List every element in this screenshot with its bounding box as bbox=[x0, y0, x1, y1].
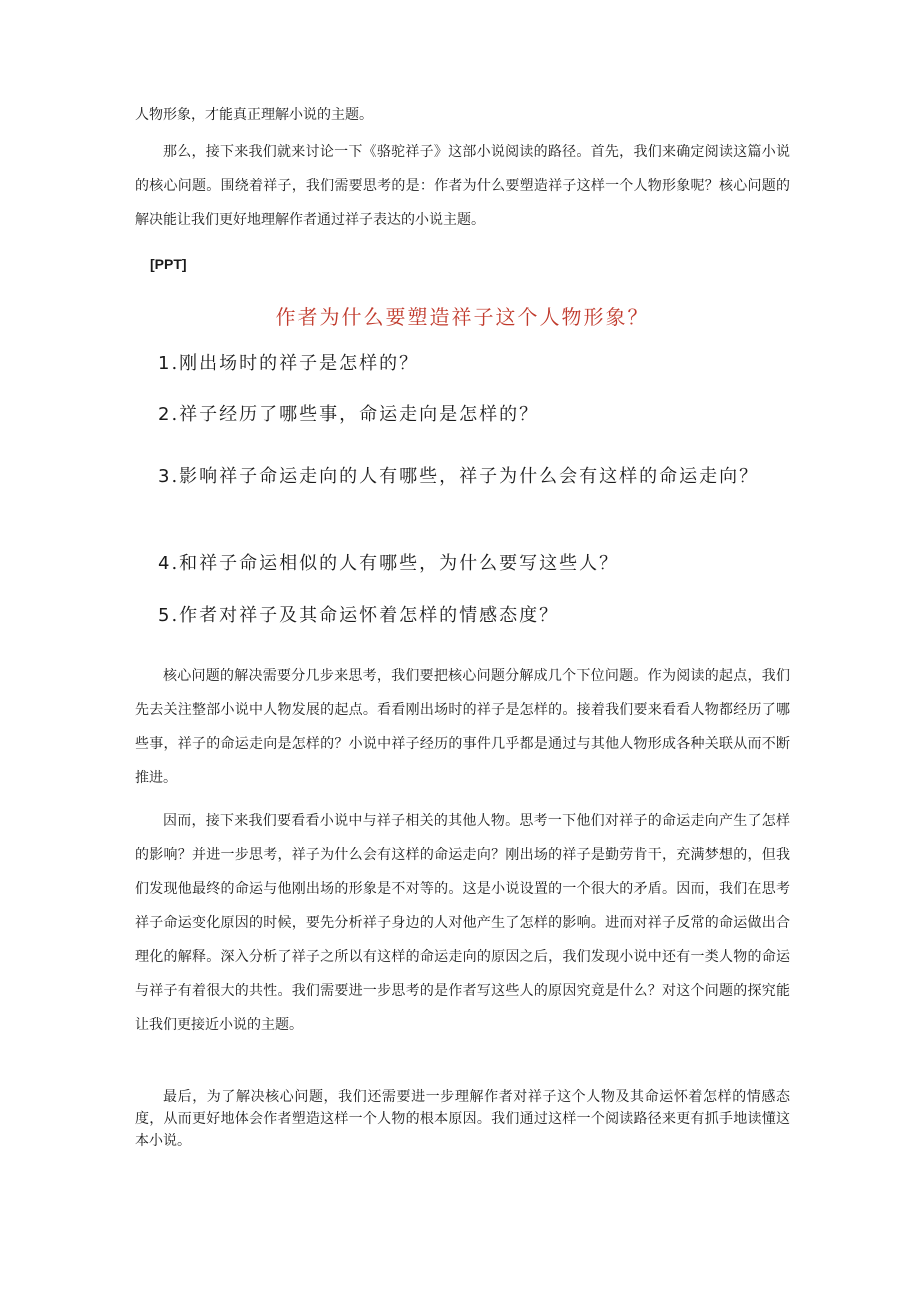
question-text: .和祥子命运相似的人有哪些，为什么要写这些人？ bbox=[171, 553, 620, 574]
question-number: 3 bbox=[158, 466, 172, 487]
question-item bbox=[158, 456, 798, 498]
question-item bbox=[158, 543, 798, 585]
question-item bbox=[158, 394, 798, 436]
paragraph-reading-route: 那么，接下来我们就来讨论一下《骆驼祥子》这部小说阅读的路径。首先，我们来确定阅读这篇小说的核心问题。围绕着祥子，我们需要思考的是：作者为什么要塑造祥子这样一个人物形象呢？核心问题的解决能让我们更好地理解作者通过祥子表达的小说主题。 bbox=[135, 144, 790, 228]
question-number: 2 bbox=[158, 404, 172, 425]
question-text: .刚出场时的祥子是怎样的？ bbox=[171, 353, 420, 374]
question-number: 1 bbox=[158, 353, 172, 374]
paragraph-conclusion: 最后，为了解决核心问题，我们还需要进一步理解作者对祥子这个人物及其命运怀着怎样的情感态度，从而更好地体会作者塑造这样一个人物的根本原因。我们通过这样一个阅读路径来更有抓手地读懂这本小说。 bbox=[135, 1089, 790, 1149]
question-text: .祥子经历了哪些事，命运走向是怎样的？ bbox=[171, 404, 540, 425]
question-text: .作者对祥子及其命运怀着怎样的情感态度？ bbox=[171, 605, 560, 626]
carryover-line: 人物形象，才能真正理解小说的主题。 bbox=[135, 107, 373, 123]
paragraph-core-question: 核心问题的解决需要分几步来思考，我们要把核心问题分解成几个下位问题。作为阅读的起点，我们先去关注整部小说中人物发展的起点。看看刚出场时的祥子是怎样的。接着我们要来看看人物都经历了哪些事，祥子的命运走向是怎样的？小说中祥子经历的事件几乎都是通过与其他人物形成各种关联从而不断推进。 bbox=[135, 668, 790, 786]
question-number: 4 bbox=[158, 553, 172, 574]
question-item bbox=[158, 343, 798, 385]
question-item bbox=[158, 595, 798, 637]
question-text: .影响祥子命运走向的人有哪些，祥子为什么会有这样的命运走向？ bbox=[171, 466, 760, 487]
ppt-label: [PPT] bbox=[150, 256, 187, 272]
paragraph-other-characters: 因而，接下来我们要看看小说中与祥子相关的其他人物。思考一下他们对祥子的命运走向产生了怎样的影响？并进一步思考，祥子为什么会有这样的命运走向？刚出场的祥子是勤劳肯干，充满梦想的，但我们发现他最终的命运与他刚出场的形象是不对等的。这是小说设置的一个很大的矛盾。因而，我们在思考祥子命运变化原因的时候，要先分析祥子身边的人对他产生了怎样的影响。进而对祥子反常的命运做出合理化的解释。深入分析了祥子之所以有这样的命运走向的原因之后，我们发现小说中还有一类人物的命运与祥子有着很大的共性。我们需要进一步思考的是作者写这些人的原因究竟是什么？对这个问题的探究能让我们更接近小说的主题。 bbox=[135, 813, 790, 1033]
question-number: 5 bbox=[158, 605, 172, 626]
slide-title: 作者为什么要塑造祥子这个人物形象？ bbox=[275, 305, 650, 329]
